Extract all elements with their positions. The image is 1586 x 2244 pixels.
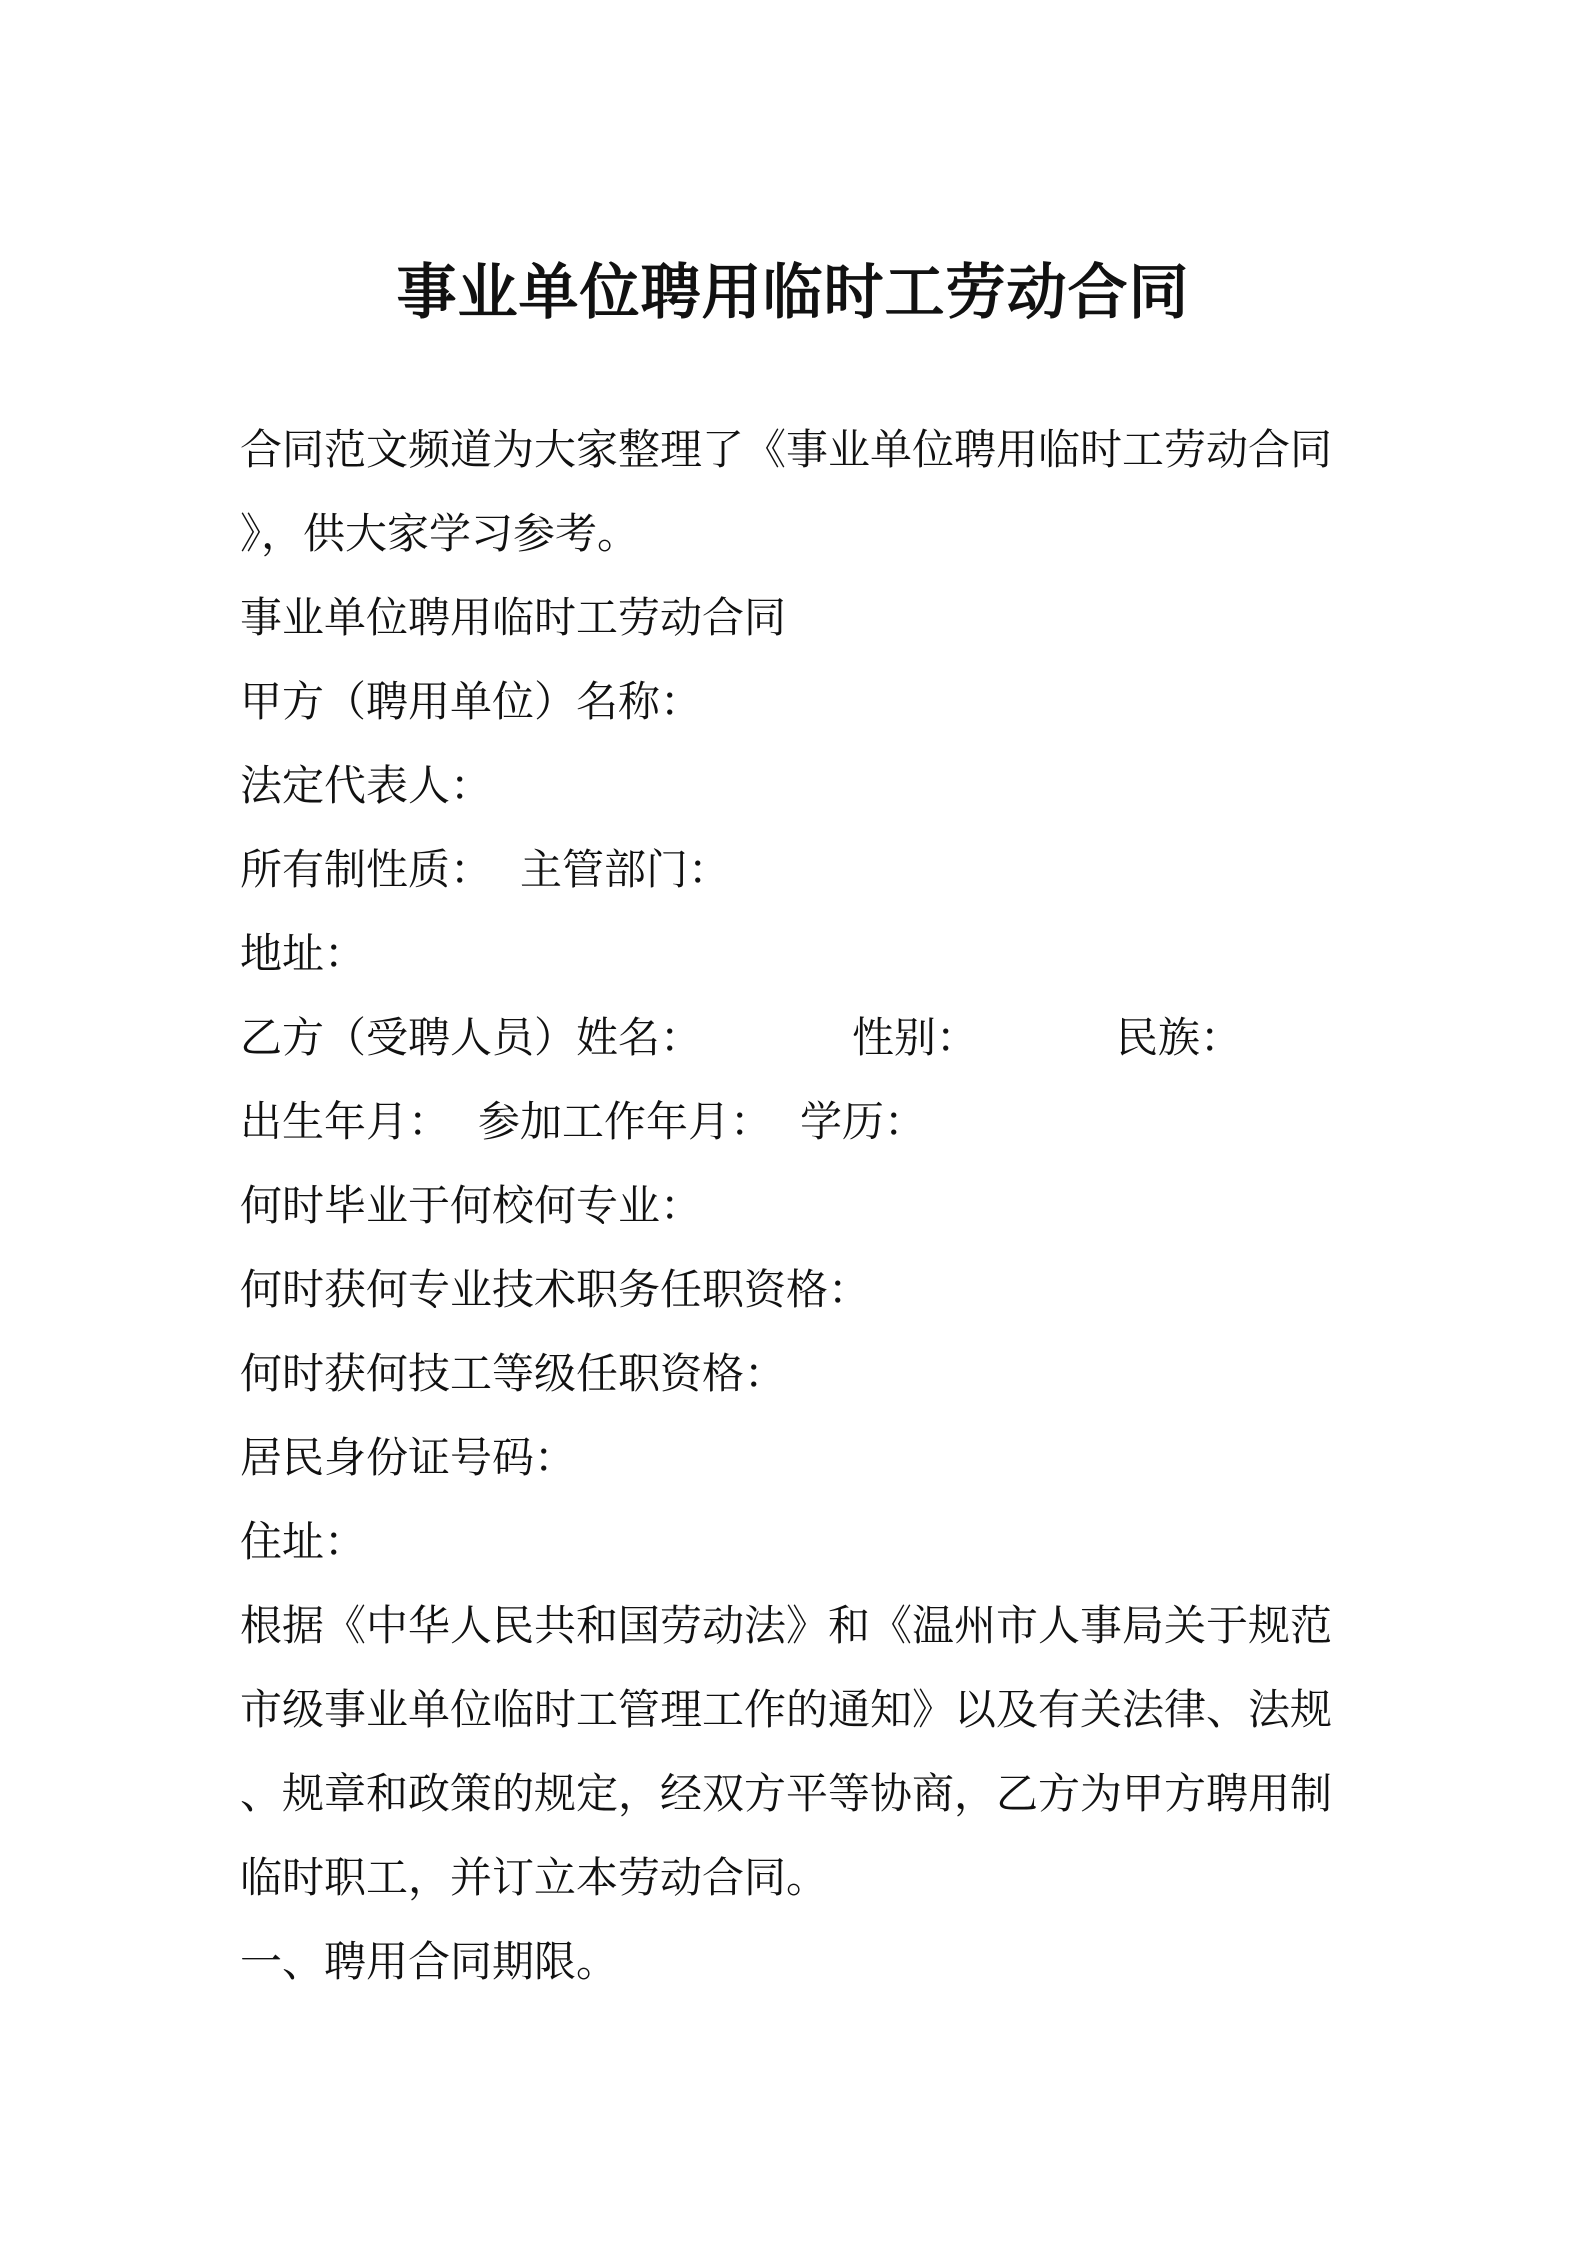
id-number-field: 居民身份证号码： <box>240 1433 577 1482</box>
work-start-field: 参加工作年月： <box>478 1097 773 1146</box>
tech-title-field: 何时获何专业技术职务任职资格： <box>240 1265 871 1314</box>
graduation-field: 何时毕业于何校何专业： <box>240 1181 703 1230</box>
birth-work-education-row <box>240 1080 1350 1164</box>
ownership-supervisor-row <box>240 828 1350 912</box>
gender-field: 性别： <box>852 1013 979 1062</box>
legal-representative-field: 法定代表人： <box>240 761 493 810</box>
party-b-row <box>240 996 1350 1080</box>
section-1-heading: 一、聘用合同期限。 <box>240 1937 619 1986</box>
ownership-field: 所有制性质： <box>240 845 493 894</box>
party-a-name-field: 甲方（聘用单位）名称： <box>240 677 703 726</box>
basis-line-1: 根据《中华人民共和国劳动法》和《温州市人事局关于规范 <box>240 1601 1333 1650</box>
basis-line-4: 临时职工，并订立本劳动合同。 <box>240 1853 829 1902</box>
basis-line-3: 、规章和政策的规定，经双方平等协商，乙方为甲方聘用制 <box>240 1769 1333 1818</box>
intro-line-2: 》，供大家学习参考。 <box>240 509 640 558</box>
basis-line-2: 市级事业单位临时工管理工作的通知》以及有关法律、法规 <box>240 1685 1333 1734</box>
education-field: 学历： <box>800 1097 927 1146</box>
intro-line-1: 合同范文频道为大家整理了《事业单位聘用临时工劳动合同 <box>240 425 1333 474</box>
birth-field: 出生年月： <box>240 1097 451 1146</box>
ethnicity-field: 民族： <box>1116 1013 1243 1062</box>
subtitle: 事业单位聘用临时工劳动合同 <box>240 593 787 642</box>
supervisor-field: 主管部门： <box>520 845 731 894</box>
document-body <box>240 408 1350 2004</box>
document-title: 事业单位聘用临时工劳动合同 <box>396 258 1190 328</box>
residence-field: 住址： <box>240 1517 367 1566</box>
address-field: 地址： <box>240 929 367 978</box>
skill-level-field: 何时获何技工等级任职资格： <box>240 1349 787 1398</box>
party-b-name-field: 乙方（受聘人员）姓名： <box>240 1013 703 1062</box>
